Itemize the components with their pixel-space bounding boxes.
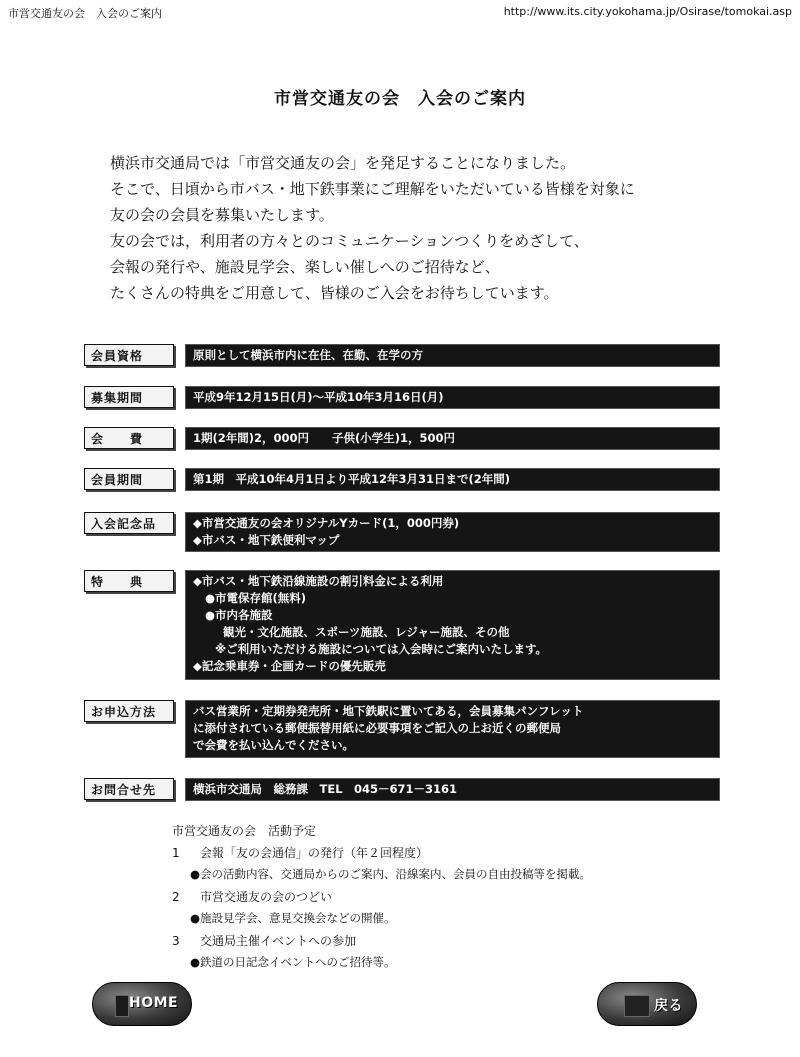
row-value-line: で会費を払い込んでください。 — [193, 738, 354, 752]
row-value — [185, 427, 720, 450]
home-button[interactable] — [92, 982, 192, 1026]
intro-line: たくさんの特典をご用意して、皆様のご入会をお待ちしています。 — [110, 284, 559, 302]
back-button[interactable] — [597, 982, 697, 1026]
schedule-title: 市営交通友の会 活動予定 — [172, 824, 317, 838]
row-value-line: ◆記念乗車券・企画カードの優先販売 — [193, 659, 386, 673]
back-icon — [624, 995, 650, 1017]
schedule-item-detail: ●施設見学会、意見交換会などの開催。 — [190, 911, 396, 925]
row-value-line: 横浜市交通局 総務課 TEL 045－671－3161 — [193, 782, 458, 796]
intro-text — [110, 150, 760, 306]
schedule-item-text: 市営交通友の会のつどい — [200, 890, 333, 904]
row-value-line: 原則として横浜市内に在住、在勤、在学の方 — [193, 348, 423, 362]
row-label: お申込方法 — [84, 700, 174, 722]
row-value-line: に添付されている郵便振替用紙に必要事項をご記入の上お近くの郵便局 — [193, 721, 561, 735]
print-header — [0, 0, 800, 22]
schedule-item-number: 3 — [172, 934, 180, 948]
schedule-item-text: 会報「友の会通信」の発行（年２回程度） — [200, 846, 429, 860]
row-value-line: 観光・文化施設、スポーツ施設、レジャー施設、その他 — [223, 625, 510, 639]
row-value — [185, 700, 720, 758]
row-label: お問合せ先 — [84, 778, 174, 800]
home-icon — [115, 995, 129, 1017]
row-label: 入会記念品 — [84, 512, 174, 534]
schedule-item-number: 1 — [172, 846, 180, 860]
schedule-item-detail: ●会の活動内容、交通局からのご案内、沿線案内、会員の自由投稿等を掲載。 — [190, 867, 592, 881]
row-label: 特 典 — [84, 570, 174, 592]
schedule-item-number: 2 — [172, 890, 180, 904]
row-value-line: ◆市バス・地下鉄沿線施設の割引料金による利用 — [193, 574, 444, 588]
schedule-item-text: 交通局主催イベントへの参加 — [200, 934, 357, 948]
row-value-line: ◆市営交通友の会オリジナルYカード(1，000円券) — [193, 516, 460, 530]
row-value — [185, 570, 720, 680]
intro-line: そこで、日頃から市バス・地下鉄事業にご理解をいただいている皆様を対象に — [110, 180, 635, 198]
intro-line: 会報の発行や、施設見学会、楽しい催しへのご招待など、 — [110, 258, 500, 276]
page-title: 市営交通友の会 入会のご案内 — [274, 89, 526, 109]
row-label: 会員期間 — [84, 468, 174, 490]
row-value-line: ●市電保存館(無料) — [205, 591, 307, 605]
intro-line: 友の会では，利用者の方々とのコミュニケーションつくりをめざして、 — [110, 232, 589, 250]
print-header-url: http://www.its.city.yokohama.jp/Osirase/tomokai.asp — [503, 5, 792, 18]
row-value — [185, 468, 720, 491]
back-button-label: 戻る — [654, 998, 683, 1014]
schedule-item-detail: ●鉄道の日記念イベントへのご招待等。 — [190, 955, 396, 969]
row-value — [185, 386, 720, 409]
schedule-item — [172, 844, 428, 861]
row-value-line: 第1期 平成10年4月1日より平成12年3月31日まで(2年間) — [193, 472, 511, 486]
row-value — [185, 512, 720, 552]
row-value-line: ◆市バス・地下鉄便利マップ — [193, 533, 340, 547]
row-label: 会 費 — [84, 427, 174, 449]
schedule-item — [172, 888, 332, 905]
row-value-line: ●市内各施設 — [205, 608, 273, 622]
row-value-line: 1期(2年間)2，000円 子供(小学生)1，500円 — [193, 431, 456, 445]
intro-line: 友の会の会員を募集いたします。 — [110, 206, 334, 224]
row-value-line: ※ご利用いただける施設については入会時にご案内いたします。 — [215, 642, 548, 656]
print-header-title: 市営交通友の会 入会のご案内 — [8, 7, 162, 20]
row-value — [185, 344, 720, 367]
row-label: 募集期間 — [84, 386, 174, 408]
home-button-label: HOME — [129, 995, 179, 1011]
intro-line: 横浜市交通局では「市営交通友の会」を発足することになりました。 — [110, 154, 576, 172]
row-value — [185, 778, 720, 801]
schedule-item — [172, 932, 356, 949]
row-label: 会員資格 — [84, 344, 174, 366]
row-value-line: 平成9年12月15日(月)～平成10年3月16日(月) — [193, 390, 444, 404]
row-value-line: バス営業所・定期券発売所・地下鉄駅に置いてある，会員募集パンフレット — [193, 704, 584, 718]
